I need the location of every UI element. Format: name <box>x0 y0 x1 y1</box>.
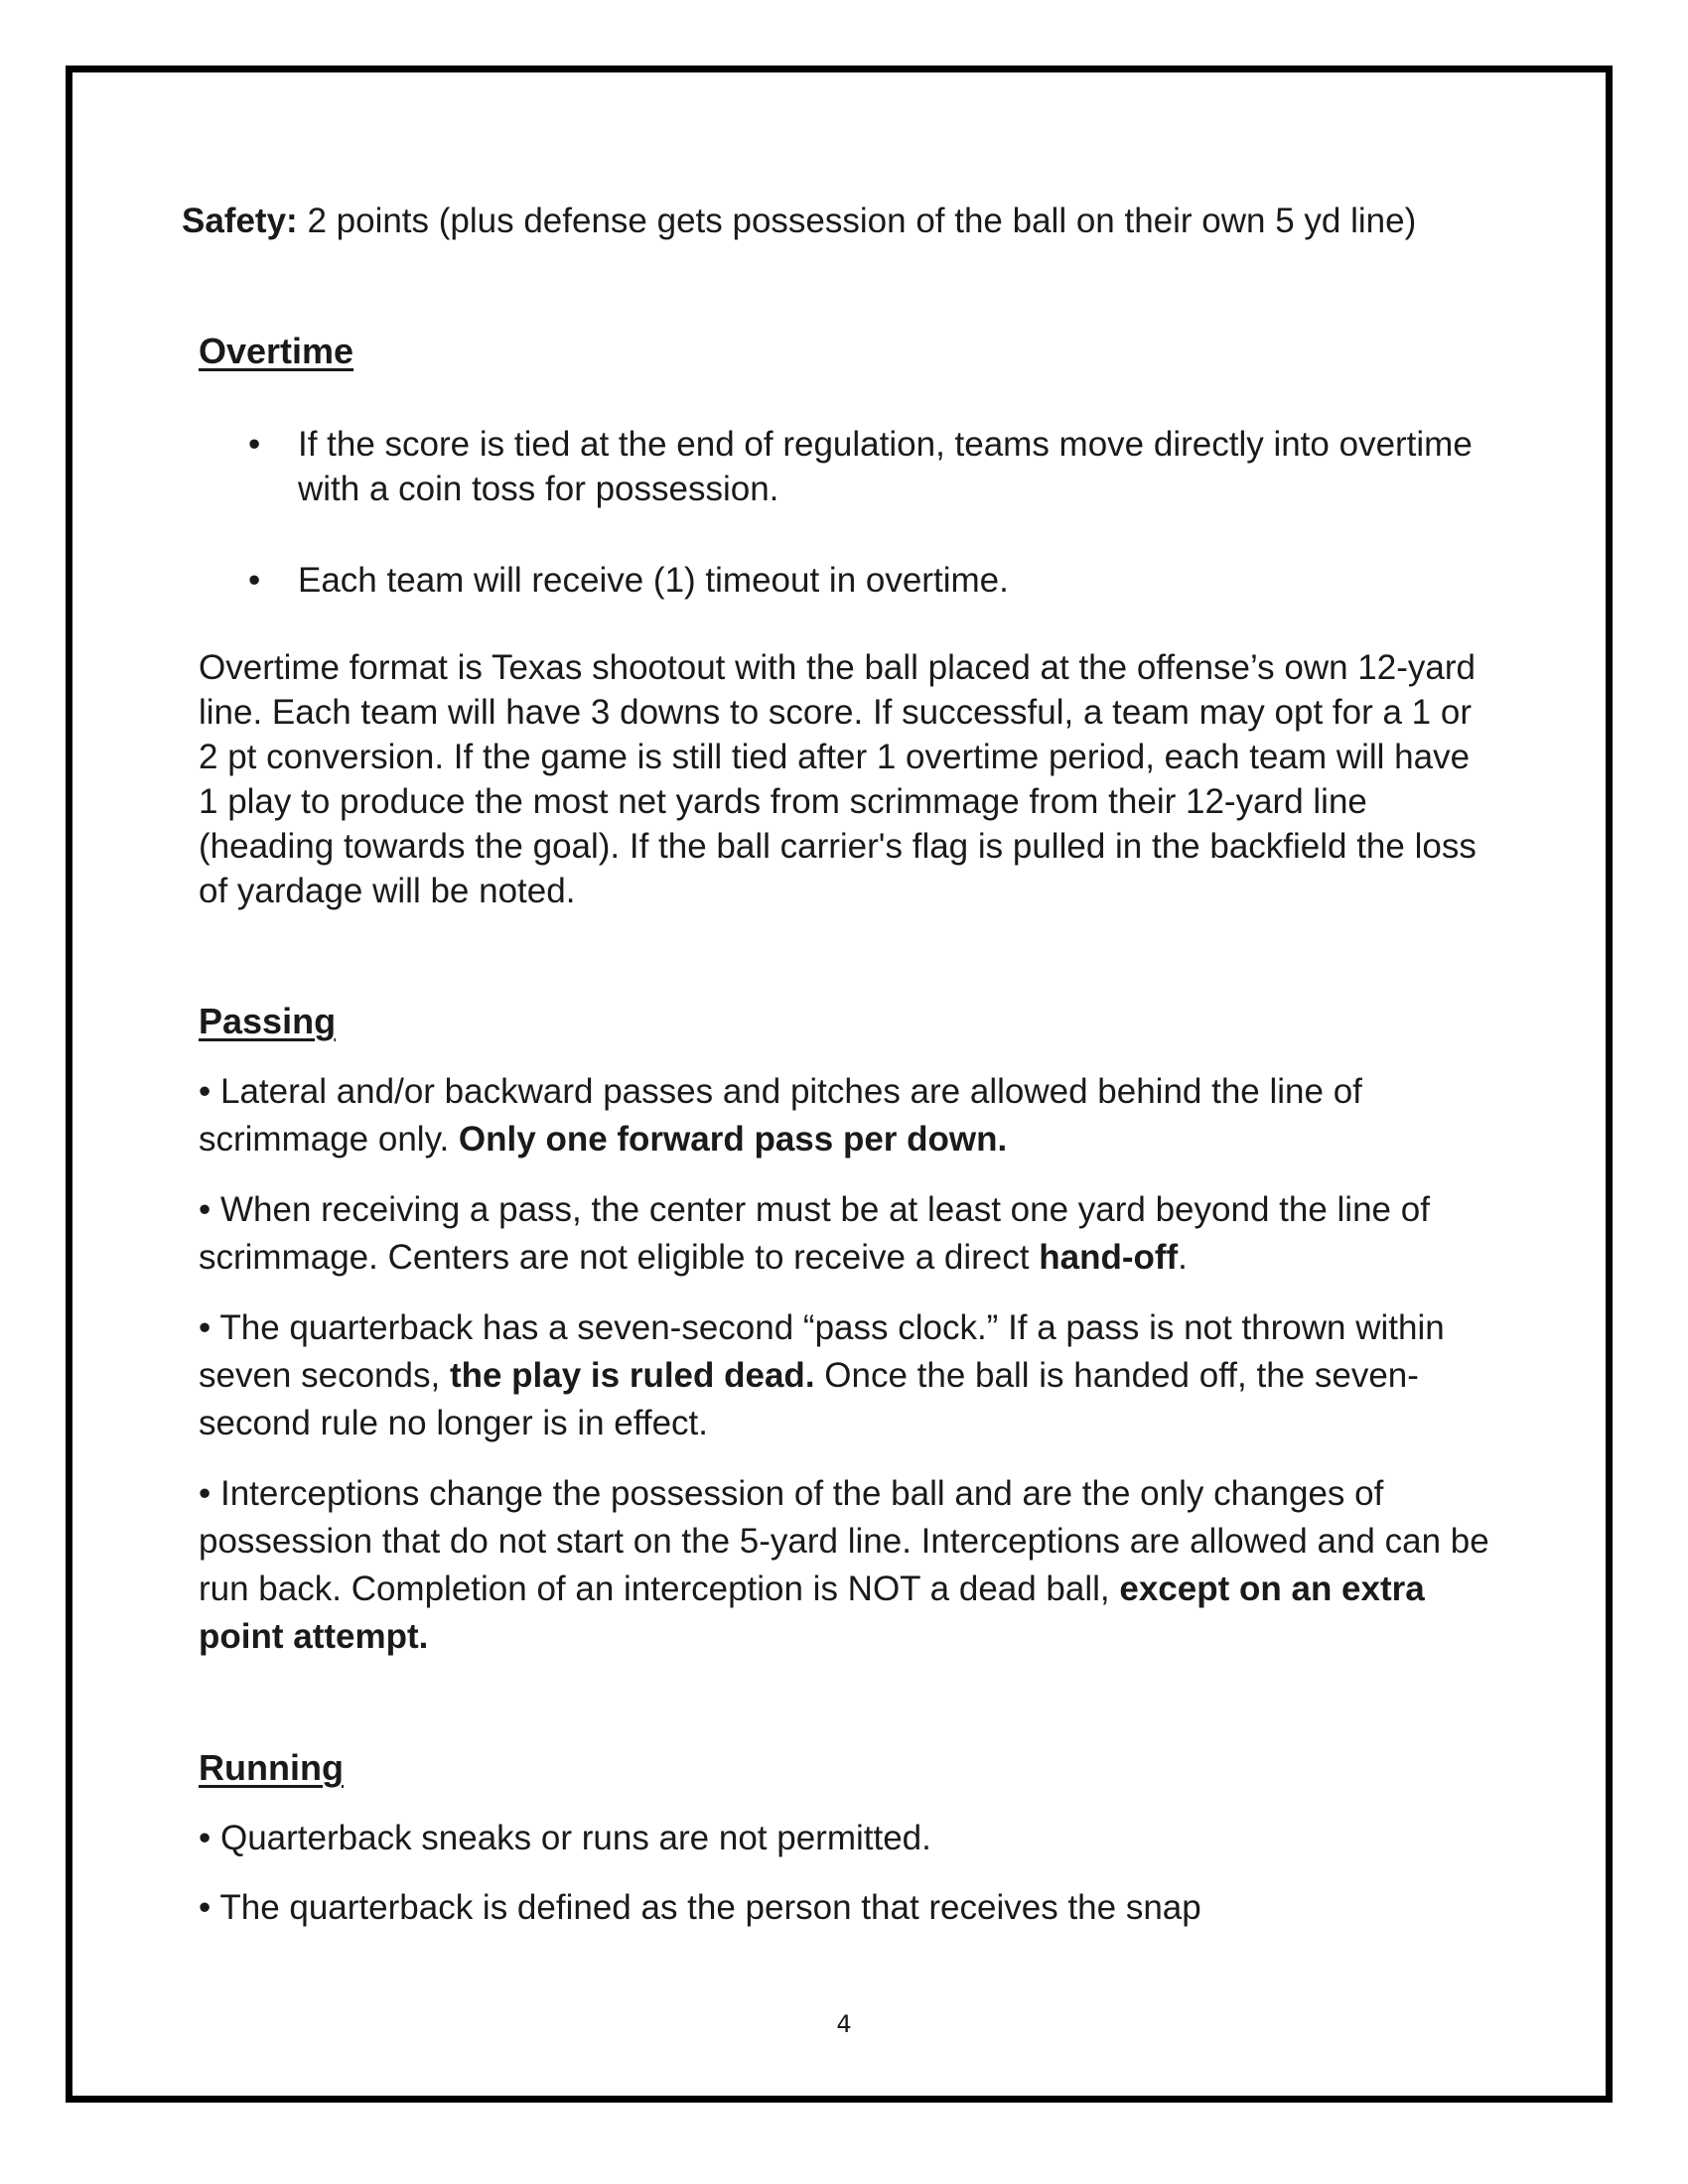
overtime-bullet-text: If the score is tied at the end of regulation, teams move directly into overtime with a coin toss for possession. <box>298 425 1473 508</box>
passing-rule <box>199 1068 1489 1163</box>
rule-text: • When receiving a pass, the center must be at least one yard beyond the line of scrimmage. Centers are not eligible to receive a direct <box>199 1190 1430 1277</box>
safety-paragraph <box>182 199 1502 243</box>
bullet-marker: • <box>248 425 261 464</box>
list-item <box>248 422 1489 511</box>
passing-rule <box>199 1470 1489 1661</box>
passing-rule <box>199 1304 1489 1447</box>
rule-tail-text: . <box>1178 1238 1188 1277</box>
overtime-bullet-text: Each team will receive (1) timeout in overtime. <box>298 561 1009 600</box>
page-number: 4 <box>836 2010 852 2038</box>
rule-bold-text: the play is ruled dead. <box>449 1356 815 1395</box>
overtime-bullet-list <box>248 422 1489 603</box>
safety-text: 2 points (plus defense gets possession of the ball on their own 5 yd line) <box>297 202 1417 240</box>
safety-label: Safety: <box>182 202 298 240</box>
overtime-heading: Overtime <box>199 331 354 371</box>
bullet-marker: • <box>248 561 261 600</box>
rule-text: • Lateral and/or backward passes and pitches are allowed behind the line of scrimmage only. <box>199 1072 1362 1159</box>
overtime-format-paragraph: Overtime format is Texas shootout with the ball placed at the offense’s own 12-yard line. Each team will have 3 downs to score. If successful, a team may opt for a 1 or 2 pt conversion. If the game is still tied after 1 overtime period, each team will have 1 play to produce the most net yards from scrimmage from their 12-yard line (heading towards the goal). If the ball carrier's flag is pulled in the backfield the loss of yardage will be noted. <box>199 648 1477 910</box>
passing-heading: Passing <box>199 1001 337 1041</box>
list-item <box>248 558 1489 603</box>
passing-rule <box>199 1186 1489 1282</box>
rule-bold-text: except on an extra point attempt. <box>199 1570 1425 1656</box>
running-rule: • The quarterback is defined as the person that receives the snap <box>199 1888 1201 1927</box>
rule-bold-text: Only one forward pass per down. <box>458 1120 1008 1159</box>
rule-text: • Interceptions change the possession of the ball and are the only changes of possession that do not start on the 5-yard line. Interceptions are allowed and can be run back. Completion of an interception is NOT a dead ball, <box>199 1474 1489 1608</box>
running-rule: • Quarterback sneaks or runs are not permitted. <box>199 1819 931 1857</box>
running-heading: Running <box>199 1747 344 1788</box>
rule-bold-text: hand-off <box>1039 1238 1179 1277</box>
rule-tail-text: Once the ball is handed off, the seven-second rule no longer is in effect. <box>199 1356 1419 1442</box>
rule-text: • The quarterback has a seven-second “pass clock.” If a pass is not thrown within seven seconds, <box>199 1308 1445 1395</box>
